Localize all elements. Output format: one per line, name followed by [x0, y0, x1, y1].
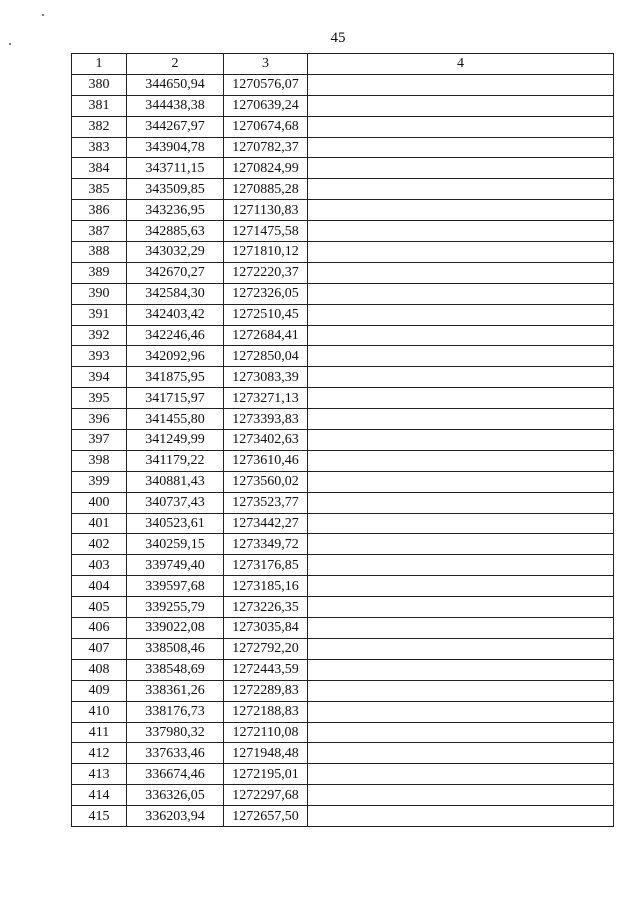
table-row [72, 74, 614, 95]
table-cell: 401 [72, 513, 127, 534]
table-cell [308, 513, 614, 534]
table-cell: 342092,96 [127, 346, 224, 367]
table-cell: 1272510,45 [224, 304, 308, 325]
table-cell: 387 [72, 221, 127, 242]
table-cell: 412 [72, 743, 127, 764]
table-cell: 341875,95 [127, 367, 224, 388]
table-cell: 1272850,04 [224, 346, 308, 367]
table-cell [308, 262, 614, 283]
table-row [72, 701, 614, 722]
table-cell: 1270674,68 [224, 116, 308, 137]
column-header: 4 [308, 54, 614, 75]
table-cell [308, 471, 614, 492]
table-cell: 388 [72, 242, 127, 263]
table-cell: 1270576,07 [224, 74, 308, 95]
table-cell: 406 [72, 618, 127, 639]
table-row [72, 283, 614, 304]
table-cell: 1273176,85 [224, 555, 308, 576]
table-cell [308, 158, 614, 179]
table-cell: 414 [72, 785, 127, 806]
table-cell: 1271130,83 [224, 200, 308, 221]
table-cell: 343904,78 [127, 137, 224, 158]
table-cell: 339749,40 [127, 555, 224, 576]
table-row [72, 304, 614, 325]
table-row [72, 471, 614, 492]
table-cell: 399 [72, 471, 127, 492]
table-cell: 1272684,41 [224, 325, 308, 346]
table-row [72, 346, 614, 367]
table-cell: 1272195,01 [224, 764, 308, 785]
table-cell: 343032,29 [127, 242, 224, 263]
table-cell: 341715,97 [127, 388, 224, 409]
table-cell [308, 638, 614, 659]
table-cell [308, 597, 614, 618]
table-cell: 1273560,02 [224, 471, 308, 492]
table-cell: 400 [72, 492, 127, 513]
table-cell: 1273226,35 [224, 597, 308, 618]
table-cell [308, 137, 614, 158]
table-cell [308, 430, 614, 451]
table-body [72, 74, 614, 826]
table-cell: 340523,61 [127, 513, 224, 534]
table-cell: 1272657,50 [224, 806, 308, 827]
table-row [72, 262, 614, 283]
table-header-row [72, 54, 614, 75]
table-cell: 339022,08 [127, 618, 224, 639]
table-cell [308, 764, 614, 785]
table-cell: 409 [72, 680, 127, 701]
table-cell: 1273523,77 [224, 492, 308, 513]
table-cell: 1272188,83 [224, 701, 308, 722]
table-cell: 344650,94 [127, 74, 224, 95]
table-cell: 338508,46 [127, 638, 224, 659]
table-row [72, 450, 614, 471]
table-cell: 382 [72, 116, 127, 137]
table-cell: 1270639,24 [224, 95, 308, 116]
column-header: 1 [72, 54, 127, 75]
table-cell: 339255,79 [127, 597, 224, 618]
table-row [72, 367, 614, 388]
table-row [72, 492, 614, 513]
table-cell [308, 74, 614, 95]
table-cell: 1272326,05 [224, 283, 308, 304]
table-row [72, 743, 614, 764]
table-cell: 1273349,72 [224, 534, 308, 555]
table-row [72, 242, 614, 263]
table-cell: 384 [72, 158, 127, 179]
table-cell: 338361,26 [127, 680, 224, 701]
table-row [72, 576, 614, 597]
table-cell: 1272220,37 [224, 262, 308, 283]
table-cell: 342403,42 [127, 304, 224, 325]
table-cell: 405 [72, 597, 127, 618]
table-cell: 385 [72, 179, 127, 200]
table-row [72, 221, 614, 242]
coordinates-table [71, 53, 614, 827]
table-cell [308, 680, 614, 701]
table-cell: 340881,43 [127, 471, 224, 492]
table-cell: 342584,30 [127, 283, 224, 304]
table-cell [308, 200, 614, 221]
table-row [72, 806, 614, 827]
table-cell: 396 [72, 409, 127, 430]
table-cell [308, 722, 614, 743]
table-cell: 1272443,59 [224, 659, 308, 680]
table-cell: 397 [72, 430, 127, 451]
table-cell [308, 283, 614, 304]
table-cell: 1273442,27 [224, 513, 308, 534]
table-cell [308, 388, 614, 409]
table-row [72, 430, 614, 451]
table-cell: 386 [72, 200, 127, 221]
table-cell [308, 242, 614, 263]
column-header: 3 [224, 54, 308, 75]
table-cell [308, 409, 614, 430]
table-row [72, 659, 614, 680]
table-cell: 1273035,84 [224, 618, 308, 639]
table-row [72, 325, 614, 346]
table-cell: 1271475,58 [224, 221, 308, 242]
table-row [72, 513, 614, 534]
table-row [72, 618, 614, 639]
table-cell: 410 [72, 701, 127, 722]
table-cell: 336674,46 [127, 764, 224, 785]
table-cell: 337633,46 [127, 743, 224, 764]
table-cell: 383 [72, 137, 127, 158]
table-cell: 404 [72, 576, 127, 597]
table-cell: 415 [72, 806, 127, 827]
table-cell: 413 [72, 764, 127, 785]
table-cell: 391 [72, 304, 127, 325]
table-cell: 339597,68 [127, 576, 224, 597]
table-cell [308, 701, 614, 722]
table-row [72, 137, 614, 158]
table-cell: 1270824,99 [224, 158, 308, 179]
table-cell [308, 325, 614, 346]
table-cell: 403 [72, 555, 127, 576]
table-cell: 336203,94 [127, 806, 224, 827]
table-cell: 395 [72, 388, 127, 409]
table-row [72, 722, 614, 743]
table-cell: 1273393,83 [224, 409, 308, 430]
table-row [72, 116, 614, 137]
table-cell [308, 806, 614, 827]
table-cell: 1272110,08 [224, 722, 308, 743]
table-cell [308, 116, 614, 137]
table-cell: 390 [72, 283, 127, 304]
table-cell: 1272297,68 [224, 785, 308, 806]
table-cell: 411 [72, 722, 127, 743]
table-cell: 1273271,13 [224, 388, 308, 409]
table-cell [308, 743, 614, 764]
table-cell: 337980,32 [127, 722, 224, 743]
table-row [72, 638, 614, 659]
table-cell: 407 [72, 638, 127, 659]
table-row [72, 534, 614, 555]
table-cell: 342885,63 [127, 221, 224, 242]
table-cell: 1273185,16 [224, 576, 308, 597]
table-cell: 389 [72, 262, 127, 283]
table-cell: 1271948,48 [224, 743, 308, 764]
table-cell: 398 [72, 450, 127, 471]
table-cell [308, 618, 614, 639]
table-cell: 344438,38 [127, 95, 224, 116]
table-cell: 1272792,20 [224, 638, 308, 659]
table-cell: 393 [72, 346, 127, 367]
column-header: 2 [127, 54, 224, 75]
table-cell: 408 [72, 659, 127, 680]
table-cell [308, 492, 614, 513]
table-row [72, 764, 614, 785]
table-row [72, 597, 614, 618]
table-cell: 381 [72, 95, 127, 116]
table-cell: 1273610,46 [224, 450, 308, 471]
table-cell [308, 179, 614, 200]
table-cell: 1273402,63 [224, 430, 308, 451]
table-cell [308, 659, 614, 680]
table-cell: 394 [72, 367, 127, 388]
table-cell: 1272289,83 [224, 680, 308, 701]
table-cell: 343509,85 [127, 179, 224, 200]
table-cell: 341179,22 [127, 450, 224, 471]
table-cell [308, 221, 614, 242]
table-row [72, 388, 614, 409]
table-cell: 340737,43 [127, 492, 224, 513]
table-cell [308, 555, 614, 576]
table-cell: 1270782,37 [224, 137, 308, 158]
table-cell: 1270885,28 [224, 179, 308, 200]
table-row [72, 179, 614, 200]
table-cell: 342670,27 [127, 262, 224, 283]
table-cell [308, 785, 614, 806]
page-number: 45 [330, 30, 346, 46]
table-row [72, 680, 614, 701]
table-cell [308, 95, 614, 116]
table-cell [308, 534, 614, 555]
table-cell: 336326,05 [127, 785, 224, 806]
table-cell: 341249,99 [127, 430, 224, 451]
table-cell [308, 576, 614, 597]
table-cell: 402 [72, 534, 127, 555]
table-cell: 340259,15 [127, 534, 224, 555]
table-cell: 392 [72, 325, 127, 346]
table-cell: 338548,69 [127, 659, 224, 680]
table-cell: 344267,97 [127, 116, 224, 137]
table-cell: 343711,15 [127, 158, 224, 179]
table-cell: 338176,73 [127, 701, 224, 722]
table-cell: 1273083,39 [224, 367, 308, 388]
table-row [72, 409, 614, 430]
table-cell: 380 [72, 74, 127, 95]
table-row [72, 95, 614, 116]
table-cell: 341455,80 [127, 409, 224, 430]
table-cell [308, 367, 614, 388]
table-cell [308, 346, 614, 367]
table-cell: 342246,46 [127, 325, 224, 346]
table-row [72, 555, 614, 576]
table-cell [308, 304, 614, 325]
scan-artifact [42, 14, 44, 16]
table-cell: 1271810,12 [224, 242, 308, 263]
scan-artifact [9, 43, 11, 45]
table-cell [308, 450, 614, 471]
table-row [72, 158, 614, 179]
table-cell: 343236,95 [127, 200, 224, 221]
table-row [72, 200, 614, 221]
table-row [72, 785, 614, 806]
